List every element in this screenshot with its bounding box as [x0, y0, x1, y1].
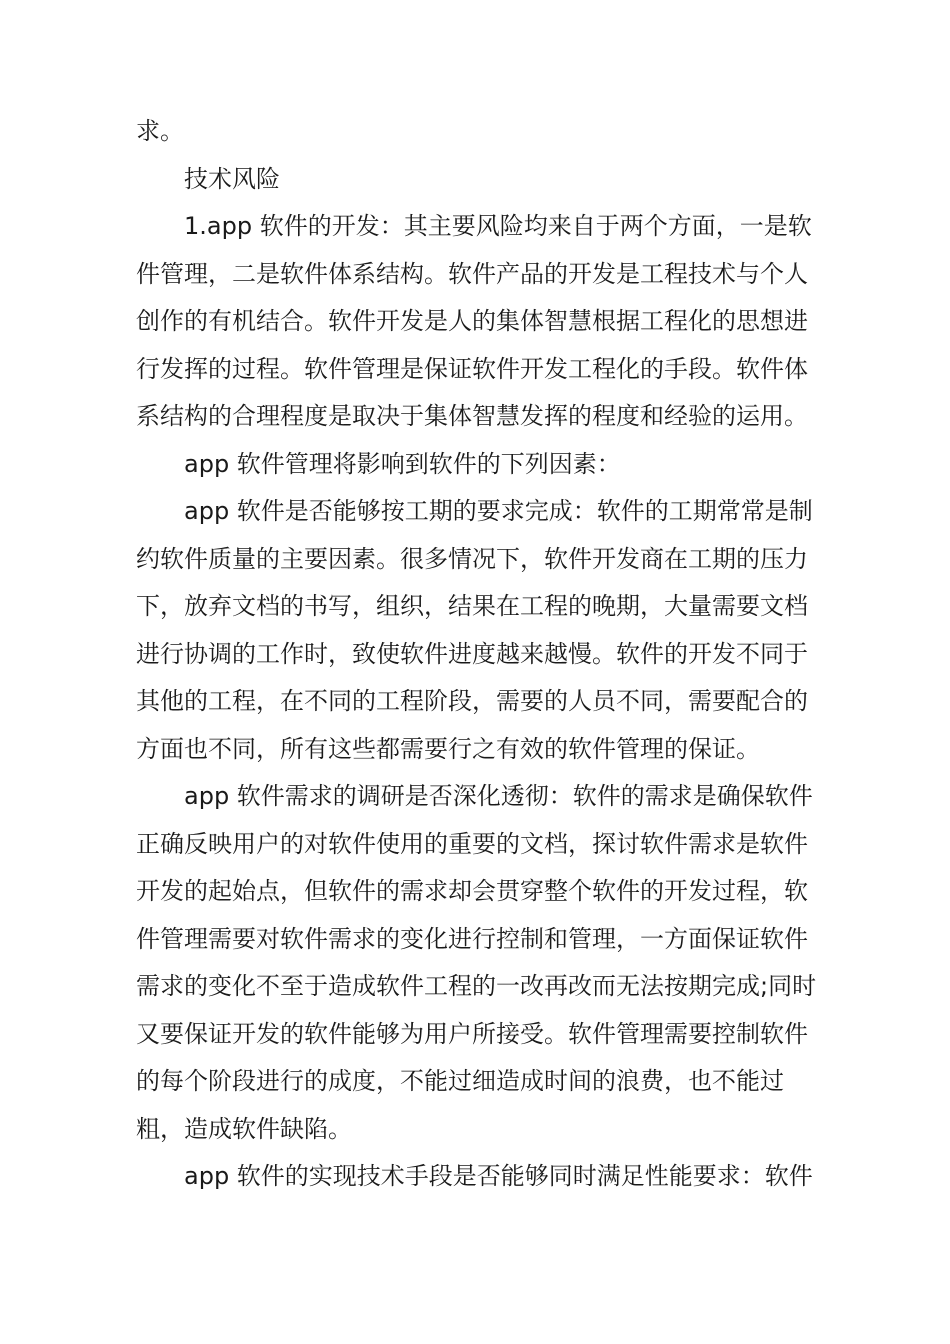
text-line: 求。 — [136, 117, 184, 145]
text-line: app 软件管理将影响到软件的下列因素： — [184, 449, 621, 478]
text-line: 技术风险 — [184, 164, 280, 193]
text-line: 系结构的合理程度是取决于集体智慧发挥的程度和经验的运用。 — [136, 402, 808, 430]
text-line: app 软件是否能够按工期的要求完成：软件的工期常常是制 — [184, 497, 813, 525]
text-line: app 软件的实现技术手段是否能够同时满足性能要求：软件 — [184, 1162, 813, 1190]
text-line: 行发挥的过程。软件管理是保证软件开发工程化的手段。软件体 — [136, 354, 808, 383]
paragraph-continuation — [136, 108, 816, 156]
text-line: 下，放弃文档的书写，组织，结果在工程的晚期，大量需要文档 — [136, 592, 808, 620]
section-heading-technical-risk — [136, 156, 816, 204]
document-body — [136, 108, 816, 1201]
text-line: 进行协调的工作时，致使软件进度越来越慢。软件的开发不同于 — [136, 639, 808, 668]
paragraph-management-factors — [136, 441, 816, 489]
text-line: 又要保证开发的软件能够为用户所接受。软件管理需要控制软件 — [136, 1019, 808, 1048]
text-line: app 软件需求的调研是否深化透彻：软件的需求是确保软件 — [184, 782, 813, 810]
text-line: 件管理，二是软件体系结构。软件产品的开发是工程技术与个人 — [136, 259, 808, 288]
text-line: 粗，造成软件缺陷。 — [136, 1114, 352, 1143]
text-line: 约软件质量的主要因素。很多情况下，软件开发商在工期的压力 — [136, 544, 808, 573]
text-line: 正确反映用户的对软件使用的重要的文档，探讨软件需求是软件 — [136, 829, 808, 858]
text-line: 方面也不同，所有这些都需要行之有效的软件管理的保证。 — [136, 734, 760, 763]
text-line: 开发的起始点，但软件的需求却会贯穿整个软件的开发过程，软 — [136, 877, 808, 905]
text-line: 件管理需要对软件需求的变化进行控制和管理，一方面保证软件 — [136, 924, 808, 953]
text-line: 的每个阶段进行的成度，不能过细造成时间的浪费，也不能过 — [136, 1067, 784, 1095]
paragraph-app-development — [136, 203, 816, 441]
text-line: 1.app 软件的开发：其主要风险均来自于两个方面，一是软 — [184, 212, 812, 240]
text-line: 创作的有机结合。软件开发是人的集体智慧根据工程化的思想进 — [136, 307, 808, 335]
paragraph-schedule — [136, 488, 816, 773]
paragraph-implementation — [136, 1153, 816, 1201]
text-line: 需求的变化不至于造成软件工程的一改再改而无法按期完成;同时 — [136, 972, 817, 1000]
paragraph-requirements — [136, 773, 816, 1153]
text-line: 其他的工程，在不同的工程阶段，需要的人员不同，需要配合的 — [136, 687, 808, 715]
